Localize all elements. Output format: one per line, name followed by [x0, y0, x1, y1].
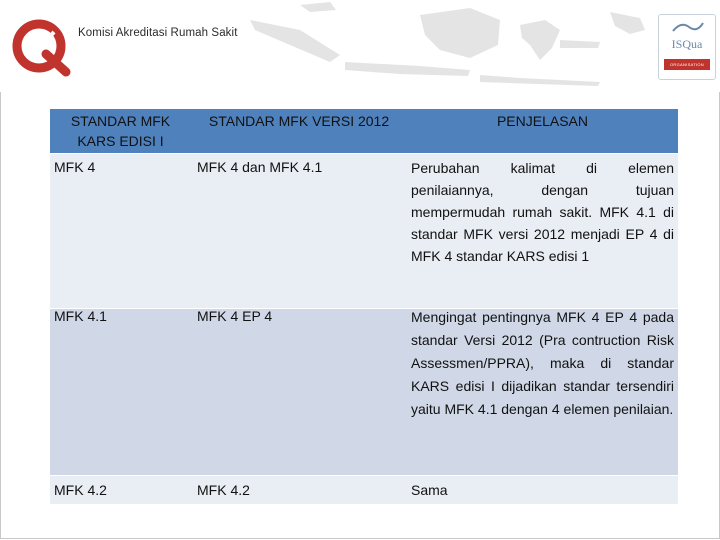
- cell-penjelasan: Mengingat pentingnya MFK 4 EP 4 pada standar Versi 2012 (Pra contruction Risk Assessmen/PPRA), maka di standar KARS edisi I dijadikan standar tersendiri yaitu MFK 4.1 dengan 4 elemen penilaian.: [411, 309, 674, 417]
- cell-kars: MFK 4.1: [54, 308, 107, 324]
- table-row: [50, 154, 678, 308]
- cell-kars: MFK 4: [54, 159, 96, 175]
- kars-brand: [6, 14, 246, 84]
- org-name: Komisi Akreditasi Rumah Sakit: [78, 27, 238, 39]
- isqua-wave-icon: [659, 15, 715, 37]
- isqua-logo: [658, 14, 716, 80]
- kars-logo-icon: [6, 14, 78, 84]
- table-row: [50, 309, 678, 475]
- cell-kars: MFK 4.2: [54, 482, 107, 498]
- table-header-row: [50, 109, 678, 153]
- cell-penjelasan: Perubahan kalimat di elemen penilaiannya, dengan tujuan mempermudah rumah sakit. MFK 4.1 di standar MFK versi 2012 menjadi EP 4 di MFK 4 standar KARS edisi 1: [411, 160, 674, 264]
- column-header-versi-2012: STANDAR MFK VERSI 2012: [208, 113, 390, 129]
- column-header-kars: STANDAR MFK KARS EDISI I: [70, 113, 171, 149]
- slide-header: [0, 0, 720, 92]
- cell-versi-2012: MFK 4 dan MFK 4.1: [197, 159, 323, 175]
- isqua-badge: ORGANISATION: [664, 59, 710, 70]
- cell-penjelasan: Sama: [411, 482, 448, 498]
- column-header-penjelasan: PENJELASAN: [496, 113, 589, 129]
- cell-versi-2012: MFK 4.2: [197, 482, 250, 498]
- cell-versi-2012: MFK 4 EP 4: [197, 308, 273, 324]
- isqua-logo-text: ISQua: [671, 37, 703, 51]
- table-row: [50, 476, 678, 504]
